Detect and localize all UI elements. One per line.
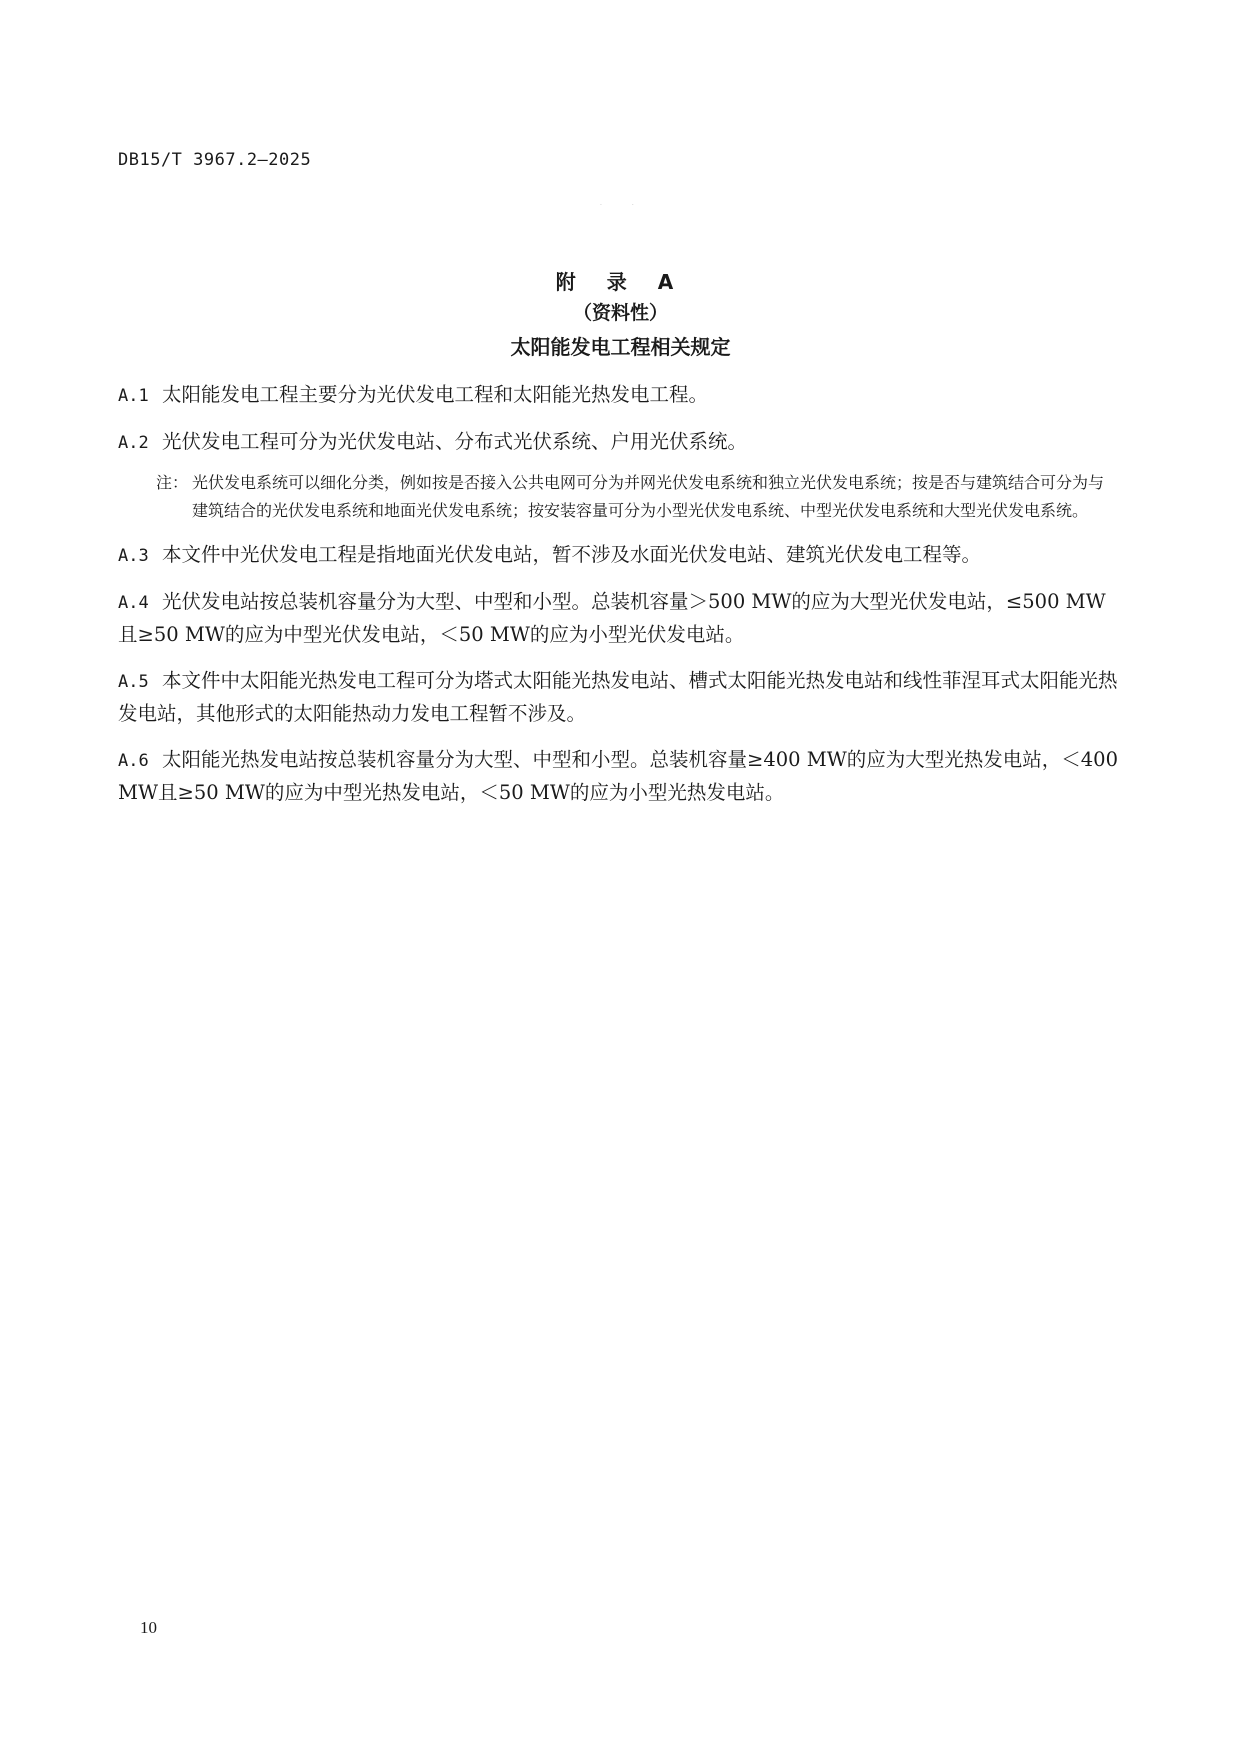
note-label: 注： <box>156 473 189 492</box>
clause-text: 本文件中太阳能光热发电工程可分为塔式太阳能光热发电站、槽式太阳能光热发电站和线性菲涅耳式太阳能光热发电站，其他形式的太阳能热动力发电工程暂不涉及。 <box>118 669 1118 725</box>
clause-number: A.6 <box>118 751 149 771</box>
note-block <box>118 469 1118 525</box>
clause-a5 <box>118 665 1118 730</box>
annex-nature: （资料性） <box>572 302 668 324</box>
page-number: 10 <box>140 1618 157 1637</box>
clause-a6 <box>118 744 1118 809</box>
clause-text: 太阳能发电工程主要分为光伏发电工程和太阳能光热发电工程。 <box>162 383 709 406</box>
scan-specks: · · <box>600 202 648 209</box>
clause-number: A.1 <box>118 386 149 406</box>
annex-subject: 太阳能发电工程相关规定 <box>510 335 731 359</box>
clause-a3 <box>118 539 1118 572</box>
clause-number: A.5 <box>118 672 149 692</box>
clause-text: 本文件中光伏发电工程是指地面光伏发电站，暂不涉及水面光伏发电站、建筑光伏发电工程等。 <box>162 543 982 566</box>
clause-number: A.3 <box>118 546 149 566</box>
clause-text: 太阳能光热发电站按总装机容量分为大型、中型和小型。总装机容量≥400 MW的应为大型光热发电站，＜400 MW且≥50 MW的应为中型光热发电站，＜50 MW的应为小型光热发电站。 <box>118 748 1118 804</box>
clause-number: A.4 <box>118 593 149 613</box>
clause-text: 光伏发电站按总装机容量分为大型、中型和小型。总装机容量＞500 MW的应为大型光伏发电站，≤500 MW且≥50 MW的应为中型光伏发电站，＜50 MW的应为小型光伏发电站。 <box>118 590 1106 646</box>
note-text: 光伏发电系统可以细化分类，例如按是否接入公共电网可分为并网光伏发电系统和独立光伏发电系统；按是否与建筑结合可分为与建筑结合的光伏发电系统和地面光伏发电系统；按安装容量可分为小型光伏发电系统、中型光伏发电系统和大型光伏发电系统。 <box>192 473 1105 520</box>
document-code: DB15/T 3967.2—2025 <box>118 150 312 170</box>
clause-number: A.2 <box>118 433 149 453</box>
annex-content <box>118 379 1118 823</box>
annex-title: 附 录 A <box>555 270 686 294</box>
clause-text: 光伏发电工程可分为光伏发电站、分布式光伏系统、户用光伏系统。 <box>162 430 748 453</box>
clause-a1 <box>118 379 1118 412</box>
clause-a4 <box>118 586 1118 651</box>
clause-a2 <box>118 426 1118 459</box>
